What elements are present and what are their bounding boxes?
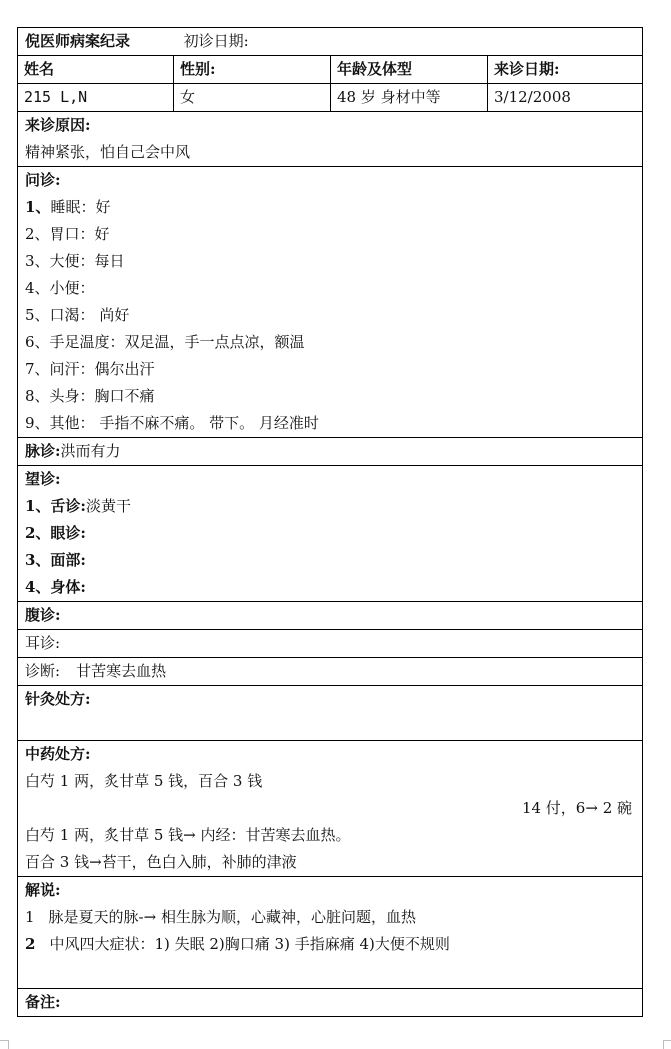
inquiry-item: 4、小便： — [25, 279, 95, 297]
record-title: 倪医师病案纪录 — [25, 32, 131, 50]
inquiry-label: 问诊: — [25, 171, 61, 189]
herbal-section — [17, 741, 643, 877]
diagnosis-text: 甘苦寒去血热 — [76, 662, 167, 680]
inquiry-item: 1、睡眠：好 — [25, 198, 111, 216]
observation-section — [17, 466, 643, 602]
remarks-section — [17, 989, 643, 1017]
inquiry-item: 2、胃口：好 — [25, 225, 110, 243]
abdomen-label: 腹诊: — [25, 606, 61, 624]
explanation-item: 2 中风四大症状：1) 失眠 2)胸口痛 3) 手指麻痛 4)大便不规则 — [25, 935, 450, 953]
herbal-line-1: 白芍 1 两，炙甘草 5 钱，百合 3 钱 — [25, 772, 263, 790]
age-body-value: 48 岁 身材中等 — [331, 84, 488, 111]
title-line — [18, 28, 642, 55]
info-header-row — [17, 56, 643, 84]
observation-label: 望诊: — [25, 470, 61, 488]
pulse-line — [18, 438, 642, 465]
visit-date-header: 来诊日期: — [494, 60, 560, 78]
pulse-text: 洪而有力 — [60, 442, 121, 460]
diagnosis-label: 诊断: — [25, 662, 61, 680]
reason-section — [17, 112, 643, 167]
medical-record-form — [17, 27, 643, 1017]
info-value-row — [17, 84, 643, 112]
pulse-label: 脉诊: — [25, 442, 61, 460]
explanation-label: 解说: — [25, 881, 61, 899]
inquiry-item: 8、头身：胸口不痛 — [25, 387, 155, 405]
inquiry-section — [17, 167, 643, 438]
title-row — [17, 27, 643, 56]
herbal-line-3: 百合 3 钱→苔干，色白入肺，补肺的津液 — [25, 853, 297, 871]
acupuncture-section — [17, 686, 643, 741]
herbal-line-2: 白芍 1 两，炙甘草 5 钱→ 内经：甘苦寒去血热。 — [25, 826, 351, 844]
inquiry-item: 3、大便：每日 — [25, 252, 125, 270]
ear-section — [17, 630, 643, 658]
diagnosis-line — [18, 658, 642, 685]
name-header: 姓名 — [18, 56, 174, 83]
inquiry-item: 6、手足温度：双足温，手一点点凉，额温 — [25, 333, 305, 351]
abdomen-section — [17, 602, 643, 630]
herbal-label: 中药处方: — [25, 745, 91, 763]
observation-item: 2、眼诊: — [25, 524, 86, 542]
diagnosis-section — [17, 658, 643, 686]
herbal-dosage: 14 付，6→ 2 碗 — [521, 799, 632, 817]
observation-item: 1、舌诊:淡黄干 — [25, 497, 131, 515]
reason-text: 精神紧张，怕自己会中风 — [25, 143, 191, 161]
inquiry-item: 9、其他： 手指不麻不痛。 带下。 月经准时 — [25, 414, 319, 432]
patient-name-value: 215 L,N — [18, 84, 174, 111]
ear-label: 耳诊: — [25, 634, 61, 652]
visit-date-value: 3/12/2008 — [494, 88, 571, 106]
observation-item: 3、面部: — [25, 551, 86, 569]
inquiry-item: 5、口渴： 尚好 — [25, 306, 130, 324]
remarks-label: 备注: — [25, 993, 61, 1011]
explanation-item: 1 脉是夏天的脉-→ 相生脉为顺，心藏神，心脏问题，血热 — [25, 908, 416, 926]
gender-value: 女 — [174, 84, 331, 111]
age-body-header: 年龄及体型 — [331, 56, 488, 83]
gender-header: 性别: — [174, 56, 331, 83]
observation-item: 4、身体: — [25, 578, 86, 596]
pulse-section — [17, 438, 643, 466]
inquiry-item: 7、问汗：偶尔出汗 — [25, 360, 155, 378]
explanation-section — [17, 877, 643, 989]
acupuncture-label: 针灸处方: — [25, 690, 91, 708]
reason-label: 来诊原因: — [25, 116, 91, 134]
first-visit-date-label: 初诊日期: — [183, 32, 249, 50]
